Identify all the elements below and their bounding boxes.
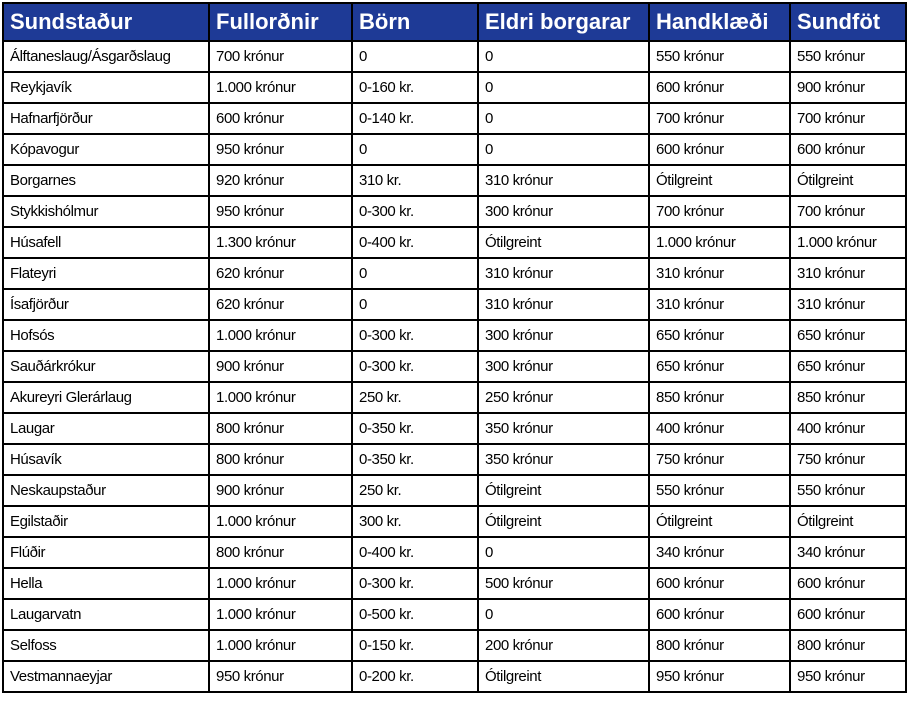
cell-adults: 600 krónur <box>209 103 352 134</box>
cell-towel: Ótilgreint <box>649 506 790 537</box>
table-row <box>3 475 906 506</box>
cell-seniors: 350 krónur <box>478 444 649 475</box>
cell-seniors: 0 <box>478 599 649 630</box>
cell-adults: 800 krónur <box>209 413 352 444</box>
cell-children: 0-350 kr. <box>352 413 478 444</box>
cell-location: Laugar <box>3 413 209 444</box>
cell-towel: 310 krónur <box>649 289 790 320</box>
column-header-children: Börn <box>352 3 478 41</box>
cell-location: Akureyri Glerárlaug <box>3 382 209 413</box>
cell-children: 0-160 kr. <box>352 72 478 103</box>
table-row <box>3 506 906 537</box>
cell-towel: 340 krónur <box>649 537 790 568</box>
cell-towel: 650 krónur <box>649 320 790 351</box>
cell-children: 0-400 kr. <box>352 537 478 568</box>
cell-seniors: Ótilgreint <box>478 227 649 258</box>
table-row <box>3 351 906 382</box>
table-row <box>3 134 906 165</box>
header-row <box>3 3 906 41</box>
cell-swimsuit: Ótilgreint <box>790 165 906 196</box>
table-row <box>3 413 906 444</box>
cell-adults: 950 krónur <box>209 196 352 227</box>
cell-swimsuit: 650 krónur <box>790 320 906 351</box>
cell-swimsuit: 950 krónur <box>790 661 906 692</box>
cell-adults: 1.000 krónur <box>209 506 352 537</box>
cell-swimsuit: 310 krónur <box>790 289 906 320</box>
cell-towel: 750 krónur <box>649 444 790 475</box>
cell-adults: 920 krónur <box>209 165 352 196</box>
cell-adults: 620 krónur <box>209 289 352 320</box>
cell-swimsuit: 340 krónur <box>790 537 906 568</box>
cell-seniors: Ótilgreint <box>478 506 649 537</box>
cell-seniors: 0 <box>478 134 649 165</box>
cell-children: 0-200 kr. <box>352 661 478 692</box>
cell-swimsuit: 650 krónur <box>790 351 906 382</box>
cell-children: 0-400 kr. <box>352 227 478 258</box>
table-row <box>3 72 906 103</box>
cell-location: Stykkishólmur <box>3 196 209 227</box>
cell-towel: Ótilgreint <box>649 165 790 196</box>
cell-towel: 310 krónur <box>649 258 790 289</box>
cell-swimsuit: 600 krónur <box>790 134 906 165</box>
table-row <box>3 661 906 692</box>
cell-location: Hafnarfjörður <box>3 103 209 134</box>
cell-children: 0-300 kr. <box>352 351 478 382</box>
cell-swimsuit: 600 krónur <box>790 599 906 630</box>
cell-towel: 800 krónur <box>649 630 790 661</box>
cell-towel: 400 krónur <box>649 413 790 444</box>
table-row <box>3 103 906 134</box>
cell-adults: 1.000 krónur <box>209 599 352 630</box>
cell-children: 250 kr. <box>352 382 478 413</box>
cell-seniors: Ótilgreint <box>478 475 649 506</box>
cell-location: Egilstaðir <box>3 506 209 537</box>
table-row <box>3 444 906 475</box>
cell-swimsuit: 400 krónur <box>790 413 906 444</box>
cell-towel: 1.000 krónur <box>649 227 790 258</box>
pool-prices-table <box>2 2 907 693</box>
cell-children: 0-150 kr. <box>352 630 478 661</box>
cell-adults: 950 krónur <box>209 661 352 692</box>
cell-towel: 600 krónur <box>649 72 790 103</box>
cell-swimsuit: Ótilgreint <box>790 506 906 537</box>
cell-location: Ísafjörður <box>3 289 209 320</box>
cell-adults: 800 krónur <box>209 444 352 475</box>
cell-adults: 800 krónur <box>209 537 352 568</box>
table-row <box>3 41 906 72</box>
table-row <box>3 568 906 599</box>
table-row <box>3 599 906 630</box>
table-row <box>3 258 906 289</box>
table-row <box>3 382 906 413</box>
cell-swimsuit: 750 krónur <box>790 444 906 475</box>
cell-swimsuit: 550 krónur <box>790 475 906 506</box>
cell-location: Húsavík <box>3 444 209 475</box>
cell-location: Reykjavík <box>3 72 209 103</box>
cell-children: 300 kr. <box>352 506 478 537</box>
cell-adults: 700 krónur <box>209 41 352 72</box>
cell-seniors: 0 <box>478 72 649 103</box>
cell-location: Álftaneslaug/Ásgarðslaug <box>3 41 209 72</box>
cell-swimsuit: 700 krónur <box>790 103 906 134</box>
cell-children: 0-300 kr. <box>352 196 478 227</box>
cell-adults: 1.000 krónur <box>209 568 352 599</box>
cell-location: Vestmannaeyjar <box>3 661 209 692</box>
cell-children: 0 <box>352 289 478 320</box>
cell-location: Kópavogur <box>3 134 209 165</box>
cell-seniors: 310 krónur <box>478 258 649 289</box>
table-header <box>3 3 906 41</box>
cell-seniors: 0 <box>478 537 649 568</box>
cell-children: 0-300 kr. <box>352 568 478 599</box>
cell-adults: 1.000 krónur <box>209 382 352 413</box>
cell-seniors: 310 krónur <box>478 289 649 320</box>
column-header-towel: Handklæði <box>649 3 790 41</box>
cell-towel: 700 krónur <box>649 196 790 227</box>
cell-swimsuit: 310 krónur <box>790 258 906 289</box>
cell-seniors: Ótilgreint <box>478 661 649 692</box>
cell-adults: 1.000 krónur <box>209 320 352 351</box>
cell-children: 0-140 kr. <box>352 103 478 134</box>
cell-children: 0-300 kr. <box>352 320 478 351</box>
cell-seniors: 310 krónur <box>478 165 649 196</box>
cell-location: Húsafell <box>3 227 209 258</box>
cell-children: 0-350 kr. <box>352 444 478 475</box>
cell-towel: 550 krónur <box>649 41 790 72</box>
cell-adults: 1.000 krónur <box>209 630 352 661</box>
cell-seniors: 200 krónur <box>478 630 649 661</box>
cell-seniors: 250 krónur <box>478 382 649 413</box>
cell-towel: 950 krónur <box>649 661 790 692</box>
cell-adults: 900 krónur <box>209 475 352 506</box>
column-header-swimsuit: Sundföt <box>790 3 906 41</box>
table-row <box>3 196 906 227</box>
cell-adults: 620 krónur <box>209 258 352 289</box>
cell-location: Hella <box>3 568 209 599</box>
cell-children: 250 kr. <box>352 475 478 506</box>
cell-seniors: 300 krónur <box>478 351 649 382</box>
cell-swimsuit: 900 krónur <box>790 72 906 103</box>
cell-swimsuit: 600 krónur <box>790 568 906 599</box>
cell-adults: 900 krónur <box>209 351 352 382</box>
cell-swimsuit: 800 krónur <box>790 630 906 661</box>
cell-seniors: 0 <box>478 41 649 72</box>
table-row <box>3 227 906 258</box>
table-row <box>3 537 906 568</box>
column-header-adults: Fullorðnir <box>209 3 352 41</box>
cell-location: Sauðárkrókur <box>3 351 209 382</box>
cell-location: Selfoss <box>3 630 209 661</box>
cell-seniors: 350 krónur <box>478 413 649 444</box>
cell-towel: 600 krónur <box>649 568 790 599</box>
table-row <box>3 320 906 351</box>
cell-swimsuit: 700 krónur <box>790 196 906 227</box>
cell-seniors: 300 krónur <box>478 196 649 227</box>
cell-seniors: 500 krónur <box>478 568 649 599</box>
cell-towel: 650 krónur <box>649 351 790 382</box>
table-row <box>3 630 906 661</box>
table-row <box>3 289 906 320</box>
cell-seniors: 300 krónur <box>478 320 649 351</box>
cell-towel: 600 krónur <box>649 599 790 630</box>
cell-location: Laugarvatn <box>3 599 209 630</box>
cell-towel: 600 krónur <box>649 134 790 165</box>
cell-seniors: 0 <box>478 103 649 134</box>
cell-children: 310 kr. <box>352 165 478 196</box>
cell-adults: 1.000 krónur <box>209 72 352 103</box>
cell-children: 0-500 kr. <box>352 599 478 630</box>
cell-swimsuit: 850 krónur <box>790 382 906 413</box>
column-header-seniors: Eldri borgarar <box>478 3 649 41</box>
cell-children: 0 <box>352 41 478 72</box>
cell-towel: 700 krónur <box>649 103 790 134</box>
cell-swimsuit: 1.000 krónur <box>790 227 906 258</box>
cell-towel: 850 krónur <box>649 382 790 413</box>
cell-location: Borgarnes <box>3 165 209 196</box>
cell-adults: 950 krónur <box>209 134 352 165</box>
table-body <box>3 41 906 692</box>
cell-towel: 550 krónur <box>649 475 790 506</box>
cell-adults: 1.300 krónur <box>209 227 352 258</box>
cell-location: Neskaupstaður <box>3 475 209 506</box>
cell-children: 0 <box>352 134 478 165</box>
cell-location: Hofsós <box>3 320 209 351</box>
cell-children: 0 <box>352 258 478 289</box>
cell-swimsuit: 550 krónur <box>790 41 906 72</box>
table-row <box>3 165 906 196</box>
column-header-location: Sundstaður <box>3 3 209 41</box>
cell-location: Flateyri <box>3 258 209 289</box>
cell-location: Flúðir <box>3 537 209 568</box>
